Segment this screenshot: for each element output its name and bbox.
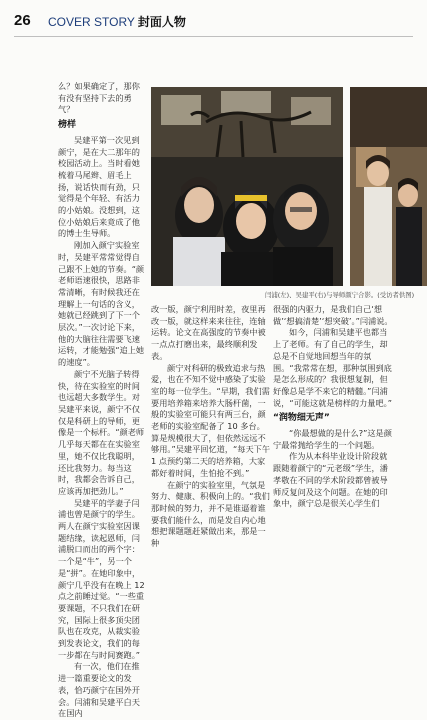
article-column-1 [58,81,146,720]
article-column-2 [151,304,270,550]
paragraph: 作为从本科毕业设计阶段就跟随着颜宁的“元老级”学生，潘孝敬在不同的学术阶段都曾被导师反复问及这个问题。在她的印象中，颜宁总是很关心学生们 [273,451,388,509]
paragraph: 有一次，他们在推进一篇重要论文的发表，恰巧颜宁在国外开会。闫浦和吴建平白天在国内 [58,661,140,719]
group-photo [151,87,343,286]
paragraph: 颜宁对科研的极致追求与热爱，也在不知不觉中感染了实验室的每一位学生。“早期，我们需要用培养箱来培养大肠杆菌，一般的实验室可能只有两三台，颜老师的实验室配备了 10 多台。算是规模很大了，但依然远远不够用。”吴建平回忆道，“每天下午 1 点预约第二天的培养箱，大家都好着时间，生怕抢不到。” [151,362,271,478]
paragraph: 刚加入颜宁实验室时，吴建平常常觉得自己跟不上她的节奏。“颜老师语速很快，思路非常清晰，有时候我还在理解上一句话的含义，她就已经跳到了下一个层次。”一次讨论下来，他的大脑往往需要飞速运转，才能勉强“追上她的速度”。 [58,240,145,368]
photo-caption: 闫浦(左)、吴建平(右)与导师颜宁合影。(受访者供图) [265,291,415,299]
paragraph: 吴建平的学妻子闫浦也曾是颜宁的学生。两人在颜宁实验室因课题结缘，读起恩师，闫浦脱口而出的两个字：一个是“牛”，另一个是“拼”。在她印象中，颜宁几乎没有在晚上 12 点之前睡过觉。“一些重要课题，不只我们在研究，国际上很多顶尖团队也在攻克，从裁实验到发表论文，我们的每一步都在与时间赛跑。” [58,497,145,660]
paragraph: 么？如果确定了，那你有没有坚持下去的勇气？ [58,81,140,115]
paragraph: 改一版，颜宁利用时差，夜里再改一版，就这样来来往往，连轴运转。论文在高强度的节奏中被一点点打磨出来，最终顺利发表。 [151,304,266,361]
paragraph: 很强的内驱力，是我们自己‘想做’‘想搞清楚’‘想突破’。”闫浦说。 [273,304,393,326]
article-column-3 [273,304,393,510]
paragraph: 吴建平第一次见到颜宁，是在大二那年的校园活动上。当时看她梳着马尾辫、眉毛上扬，说话快而有劲，只觉得是个年轻、有活力的小姑娘。没想到，这位小姑娘后来竟成了他的博士生导师。 [58,134,140,239]
subheading-role-model: 榜样 [58,120,77,131]
paragraph: 如今，闫浦和吴建平也都当上了老师。有了自己的学生，却总是不自觉地回想当年的氛围。“我常常在想，那种氛围到底是怎么形成的？我很想复制，但好像总是学不来它的精髓。”闫浦说，“可能这就是榜样的力量吧。” [273,327,393,408]
section-title [48,13,186,30]
header-rule [14,36,413,37]
section-name: COVER STORY [48,15,135,29]
paragraph: “你最想做的是什么?”这是颜宁最常抛给学生的一个问题。 [273,428,392,450]
page-header [14,12,413,32]
section-subtitle: 封面人物 [137,15,186,29]
paragraph: 在颜宁的实验室里，气氛是努力、健康、积极向上的。“我们那时候的努力，并不是谁逼着谁要我们能什么，而是发自内心地想把课题题赶紧做出来，那是一种 [151,479,270,549]
subheading-silent-nurture: “润物细无声” [273,413,330,424]
secondary-photo-illustration [350,87,427,286]
group-photo-illustration [151,87,343,286]
paragraph: 颜宁不光脑子转得快，待在实验室的时间也远超大多数学生。对吴建平来说，颜宁不仅仅是科研上的导师，更像是一个标杆。“颜老师几乎每天都在在实验室里，她不仅比我聪明，还比我努力。每当这时，我都会告诉自己，应该再加把劲儿。” [58,368,145,496]
secondary-photo [350,87,427,286]
page-number: 26 [14,12,31,29]
